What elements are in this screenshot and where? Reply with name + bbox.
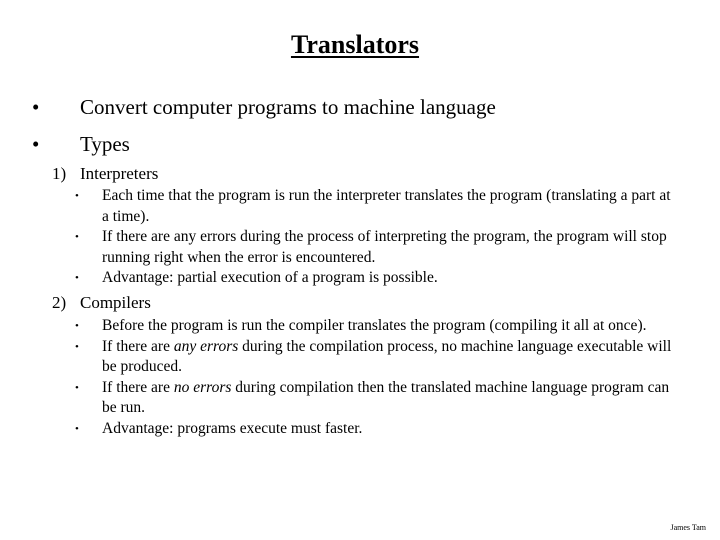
list-item	[72, 227, 672, 268]
list-item-text: Each time that the program is run the interpreter translates the program (translating a part at a time).	[102, 187, 671, 225]
list-item-text: Advantage: programs execute must faster.	[102, 419, 363, 437]
list-item	[72, 378, 672, 419]
section-heading: Compilers	[80, 293, 151, 312]
slide-title: Translators	[290, 30, 420, 59]
bullet-dot: •	[75, 320, 79, 332]
list-item-text	[102, 338, 671, 376]
text-before: If there are	[102, 378, 174, 396]
bullet-dot: •	[32, 95, 40, 119]
section-number: 2)	[52, 293, 67, 312]
interpreters-list	[72, 186, 672, 289]
section-interpreters-heading	[52, 164, 158, 184]
section-number: 1)	[52, 164, 67, 183]
bullet-dot: •	[75, 422, 79, 435]
footer-author: James Tam	[670, 523, 706, 532]
bullet-dot: •	[75, 272, 79, 284]
emphasis-text: no errors	[173, 378, 232, 396]
bullet-dot: •	[75, 190, 79, 202]
bullet-text: Convert computer programs to machine language	[80, 95, 496, 119]
bullet-dot: •	[32, 132, 40, 156]
list-item	[72, 419, 672, 440]
list-item-text: Before the program is run the compiler translates the program (compiling it all at once).	[102, 317, 647, 334]
list-item-text	[102, 379, 669, 417]
text-after: during compilation then the translated machine language program can be run.	[102, 378, 670, 416]
bullet-dot: •	[75, 340, 79, 353]
list-item-text: If there are any errors during the process of interpreting the program, the program will stop running right when the error is encountered.	[102, 228, 667, 266]
compilers-list	[72, 316, 672, 439]
emphasis-text: any errors	[173, 337, 239, 355]
list-item	[72, 186, 672, 227]
text-before: If there are	[102, 337, 174, 355]
list-item	[72, 316, 672, 337]
bullet-dot: •	[75, 231, 79, 243]
section-compilers-heading	[52, 293, 151, 313]
bullet-text: Types	[80, 132, 130, 156]
list-item	[72, 337, 672, 378]
list-item-text: Advantage: partial execution of a program is possible.	[102, 269, 438, 286]
list-item	[72, 268, 672, 289]
text-after: during the compilation process, no machine language executable will be produced.	[102, 337, 672, 375]
section-heading: Interpreters	[80, 164, 159, 183]
bullet-dot: •	[75, 381, 79, 394]
